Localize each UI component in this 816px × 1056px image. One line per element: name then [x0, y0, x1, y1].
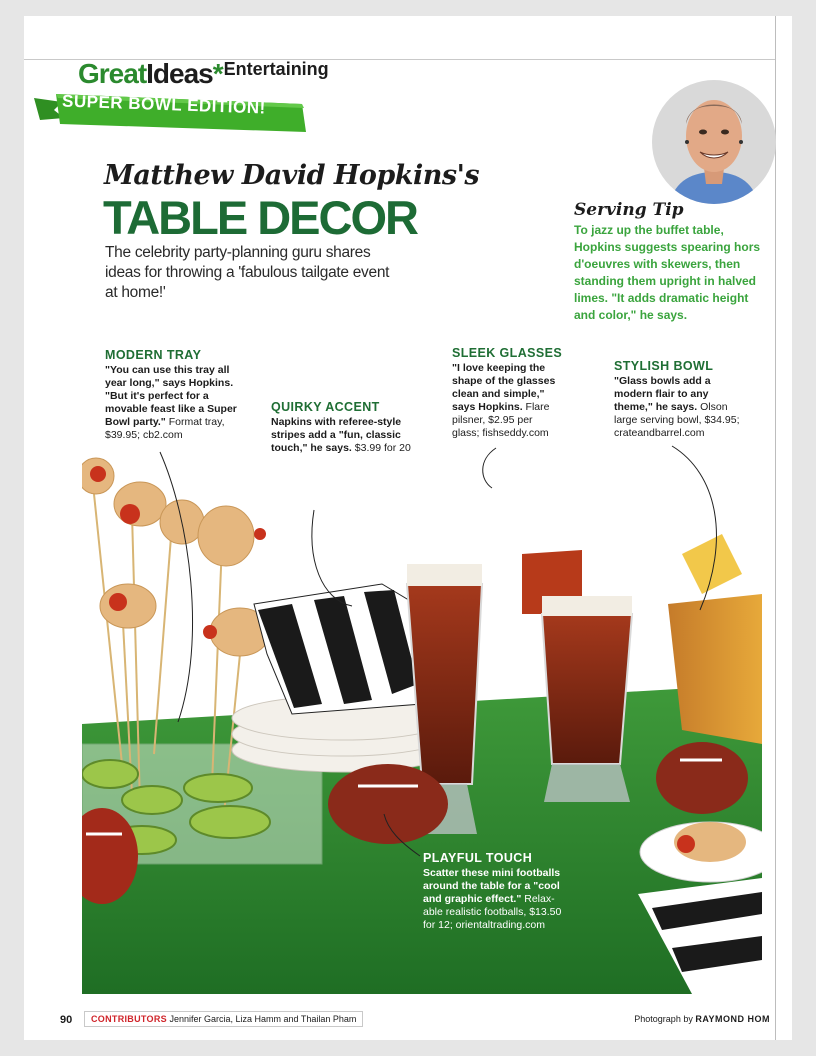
callout-detail: $3.99 for 20: [354, 442, 411, 454]
callout-sleek-glasses: [452, 346, 563, 440]
callout-quote: "Glass bowls add a modern flair to any theme," he says.: [614, 375, 711, 413]
callout-detail: Relax-able realistic footballs, $13.50 for 12; orientaltrading.com: [423, 893, 562, 931]
photographer-name: RAYMOND HOM: [695, 1014, 770, 1024]
contributors-names: Jennifer Garcia, Liza Hamm and Thailan Pham: [166, 1014, 357, 1024]
photo-credit: [634, 1014, 770, 1024]
article-dek: The celebrity party-planning guru shares ideas for throwing a 'fabulous tailgate event at home!': [105, 244, 390, 301]
callout-heading: PLAYFUL TOUCH: [423, 851, 533, 865]
callout-modern-tray: [105, 349, 243, 442]
callout-quote: Scatter these mini footballs around the table for a "cool and graphic effect.": [423, 867, 561, 905]
callout-heading: MODERN TRAY: [105, 348, 202, 362]
section-logo: [78, 58, 329, 90]
photo-credit-prefix: Photograph by: [634, 1014, 696, 1024]
page-number: 90: [60, 1014, 73, 1026]
callout-heading: STYLISH BOWL: [614, 359, 714, 373]
callout-quote: Napkins with referee-style stripes add a "fun, classic touch," he says.: [271, 416, 402, 454]
callout-heading: SLEEK GLASSES: [452, 346, 563, 360]
logo-ideas: Ideas: [146, 58, 213, 89]
callout-stylish-bowl: [614, 360, 746, 440]
article-byline: Matthew David Hopkins's: [104, 160, 480, 191]
callout-detail: Flare pilsner, $2.95 per glass; fishseddy.com: [452, 401, 550, 439]
callout-detail: Olson large serving bowl, $34.95; crateandbarrel.com: [614, 401, 740, 439]
table-photo: [82, 454, 762, 994]
callout-quote: "You can use this tray all year long," says Hopkins. "But it's perfect for a movable feast like a Super Bowl party.": [105, 364, 237, 428]
serving-tip-body: To jazz up the buffet table, Hopkins suggests spearing hors d'oeuvres with skewers, then standing them upright in halved limes. "It adds dramatic height and color," he says.: [574, 223, 761, 322]
serving-tip-title: Serving Tip: [574, 200, 684, 220]
host-portrait: [652, 80, 776, 204]
contributors-label: CONTRIBUTORS: [91, 1014, 167, 1024]
callout-heading: QUIRKY ACCENT: [271, 400, 380, 414]
callout-detail: Format tray, $39.95; cb2.com: [105, 416, 225, 441]
logo-star: *: [212, 58, 224, 89]
article-title: TABLE DECOR: [103, 191, 417, 244]
page-edge-rule: [775, 16, 776, 1040]
section-name: Entertaining: [223, 59, 329, 79]
logo-great: Great: [78, 58, 147, 89]
banner-label: SUPER BOWL EDITION!: [61, 91, 267, 118]
page-footer: [60, 1014, 770, 1032]
callout-playful-touch: [423, 852, 565, 932]
callout-quote: "I love keeping the shape of the glasses clean and simple," says Hopkins.: [452, 362, 556, 413]
contributors-box: [84, 1011, 363, 1027]
